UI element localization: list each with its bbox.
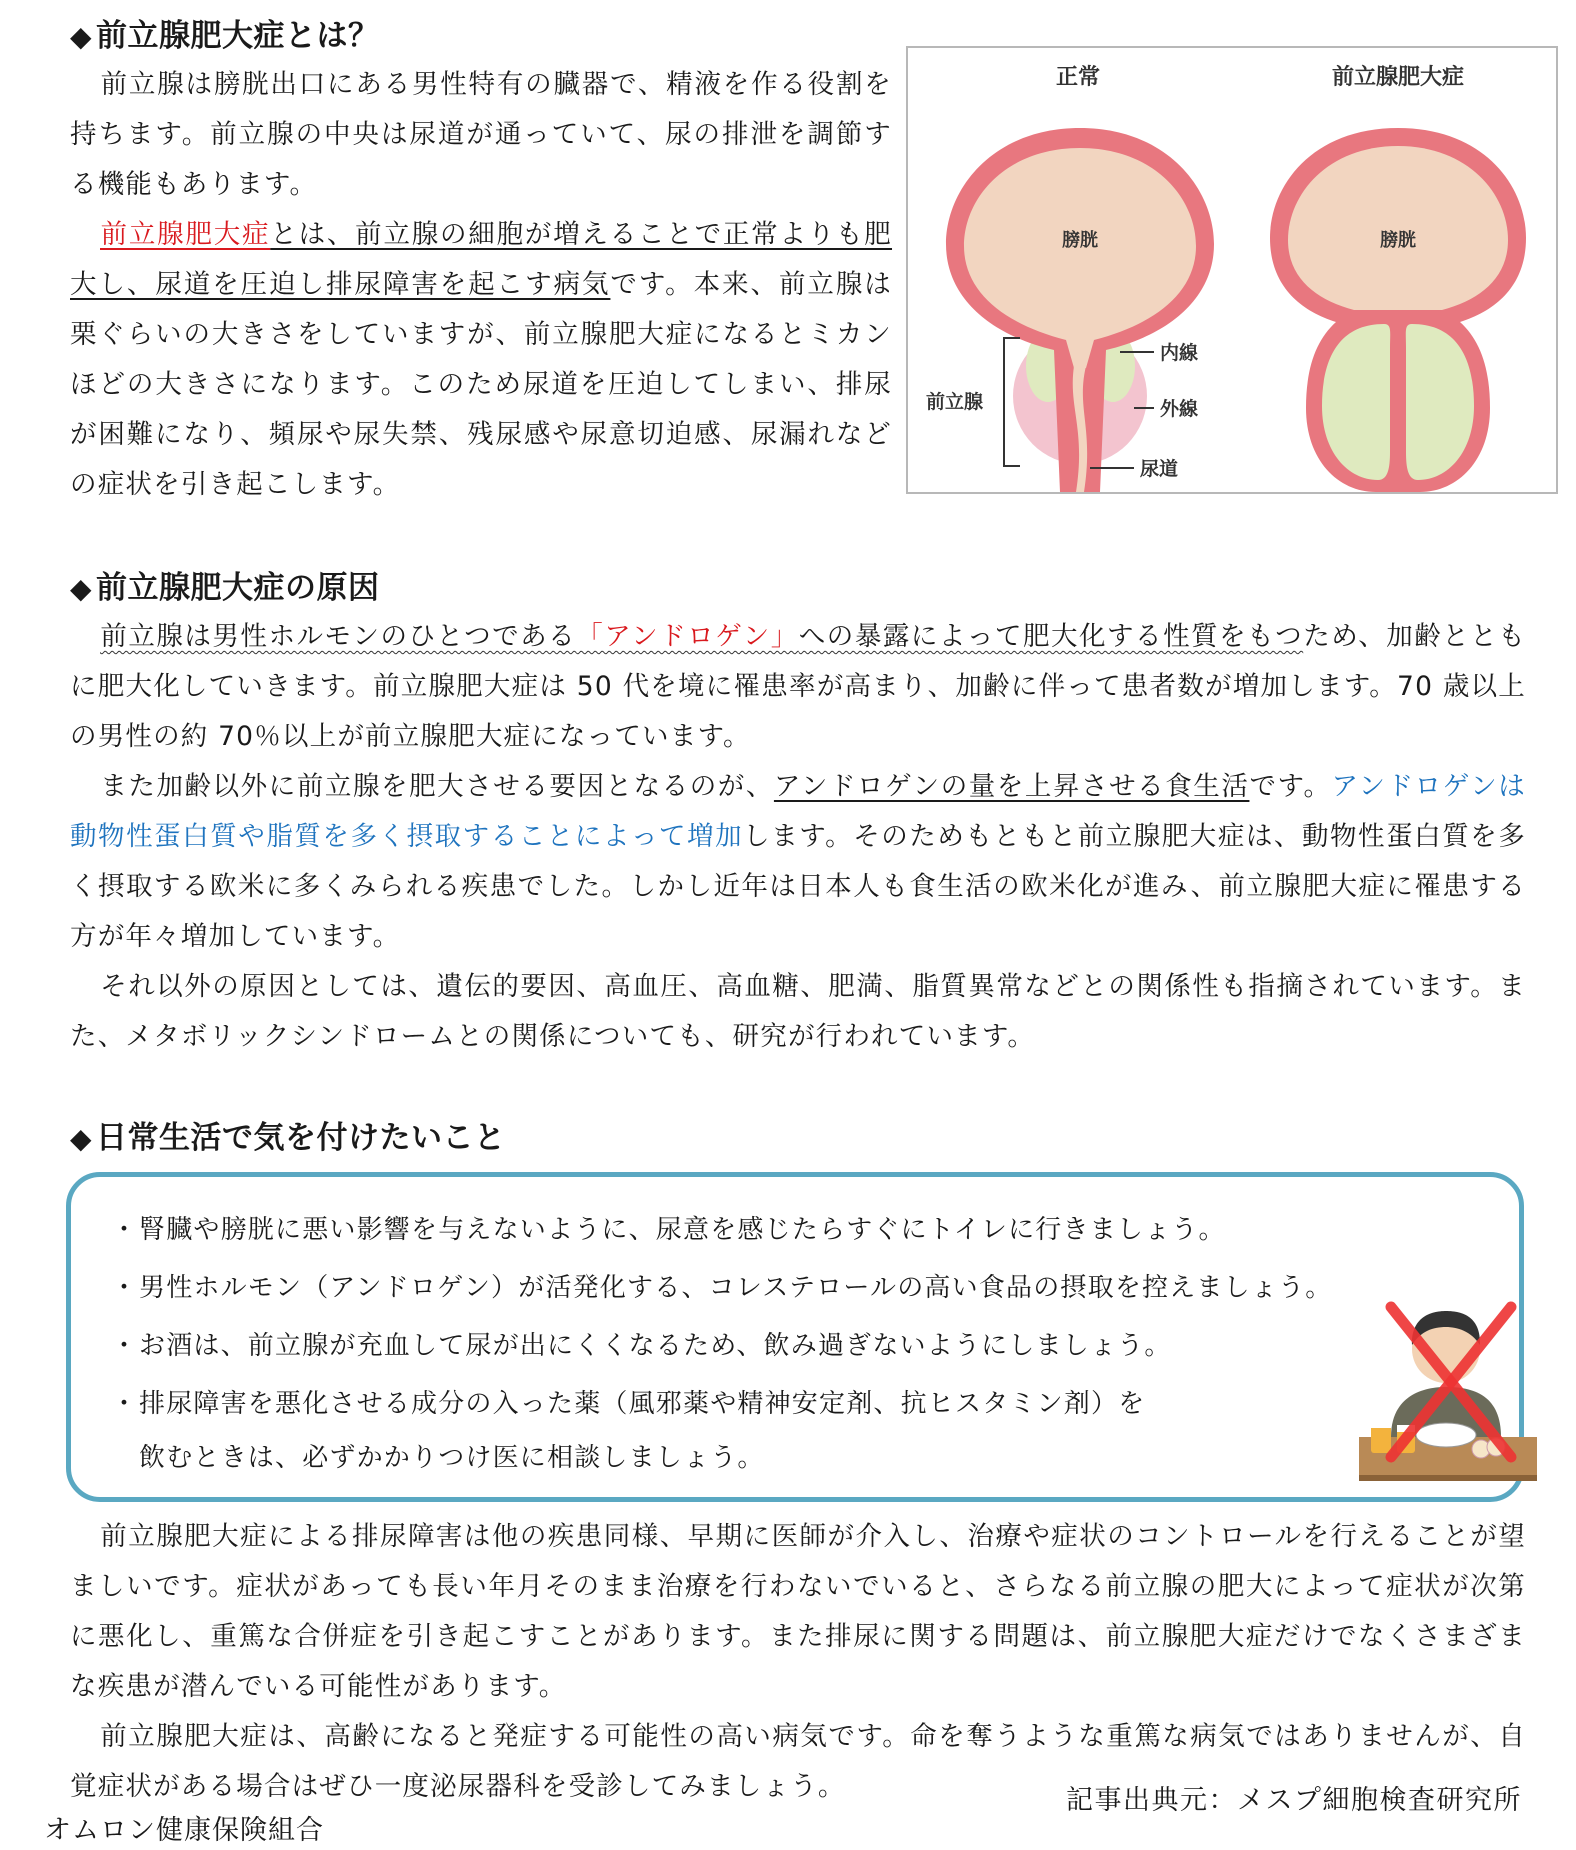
bladder-interior-normal	[964, 148, 1199, 368]
footer-organization: オムロン健康保険組合	[44, 1815, 324, 1846]
section-heading-text: 前立腺肥大症とは？	[96, 18, 380, 54]
prostate-label: 前立腺	[926, 391, 984, 413]
footer-source: 記事出典元：メスプ細胞検査研究所	[1066, 1785, 1522, 1816]
section-heading-what-is-bph	[70, 10, 380, 55]
section2-paragraph-3: それ以外の原因としては、遺伝的要因、高血圧、高血糖、肥満、脂質異常などとの関係性も指摘されています。また、メタボリックシンドロームとの関係についても、研究が行われています。	[70, 971, 1526, 1052]
beer-mug	[1371, 1425, 1391, 1453]
bladder-label-bph: 膀胱	[1380, 230, 1416, 251]
inner-label: 内線	[1160, 342, 1199, 364]
section-heading-causes	[70, 562, 380, 607]
diamond-bullet-icon: ◆	[70, 1122, 93, 1155]
tips-box	[66, 1172, 1524, 1502]
section-heading-daily-life	[70, 1112, 506, 1157]
no-overeating-illustration	[1351, 1287, 1541, 1487]
androgen-increase-note: アンドロゲンは動物性蛋白質や脂質を多く摂取することによって増加	[70, 771, 1527, 852]
diet-factor: アンドロゲンの量を上昇させる食生活	[773, 771, 1250, 802]
urethra-label: 尿道	[1140, 458, 1179, 480]
closing-paragraph-1: 前立腺肥大症による排尿障害は他の疾患同様、早期に医師が介入し、治療や症状のコントロールを行えることが望ましいです。症状があっても長い年月そのまま治療を行わないでいると、さらなる前立腺の肥大によって症状が次第に悪化し、重篤な合併症を引き起こすことがあります。また排尿に関する問題は、前立腺肥大症だけでなくさまざまな疾患が潜んでいる可能性があります。	[70, 1521, 1526, 1702]
section1-paragraph-2: 前立腺肥大症とは、前立腺の細胞が増えることで正常よりも肥大し、尿道を圧迫し排尿障害を起こす病気です。本来、前立腺は栗ぐらいの大きさをしていますが、前立腺肥大症になるとミカンほどの大きさになります。このため尿道を圧迫してしまい、排尿が困難になり、頻尿や尿失禁、残尿感や尿意切迫感、尿漏れなどの症状を引き起こします。	[70, 219, 893, 500]
section2-paragraph-1: 前立腺は男性ホルモンのひとつである「アンドロゲン」への暴露によって肥大化する性質をもつため、加齢とともに肥大化していきます。前立腺肥大症は 50 代を境に罹患率が高まり、加齢に伴って患者数が増加します。70 歳以上の男性の約 70％以上が前立腺肥大症になっています。	[70, 621, 1527, 752]
diamond-bullet-icon: ◆	[70, 572, 93, 605]
section-heading-text: 日常生活で気を付けたいこと	[96, 1120, 506, 1156]
prostate-diagram	[906, 46, 1558, 494]
rice-bowl	[1416, 1423, 1476, 1447]
outer-label: 外線	[1160, 398, 1199, 420]
section1-paragraph-1: 前立腺は膀胱出口にある男性特有の臓器で、精液を作る役割を持ちます。前立腺の中央は尿道が通っていて、尿の排泄を調節する機能もあります。	[70, 69, 892, 200]
section-heading-text: 前立腺肥大症の原因	[96, 570, 380, 606]
androgen-term: 「アンドロゲン」	[576, 621, 799, 652]
bladder-label-normal: 膀胱	[1062, 230, 1098, 251]
tip-item: ・腎臓や膀胱に悪い影響を与えないように、尿意を感じたらすぐにトイレに行きましょう。	[111, 1215, 1226, 1245]
tip-item: ・男性ホルモン（アンドロゲン）が活発化する、コレステロールの高い食品の摂取を控えましょう。	[111, 1273, 1333, 1303]
tip-item-continued: 飲むときは、必ずかかりつけ医に相談しましょう。	[139, 1443, 765, 1473]
diamond-bullet-icon: ◆	[70, 20, 93, 53]
prostate-diagram-svg	[908, 48, 1556, 492]
diagram-title-normal: 正常	[1055, 65, 1101, 90]
tip-item: ・排尿障害を悪化させる成分の入った薬（風邪薬や精神安定剤、抗ヒスタミン剤）を	[111, 1389, 1146, 1419]
tip-item: ・お酒は、前立腺が充血して尿が出にくくなるため、飲み過ぎないようにしましょう。	[111, 1331, 1172, 1361]
section2-paragraph-2: また加齢以外に前立腺を肥大させる要因となるのが、アンドロゲンの量を上昇させる食生活です。アンドロゲンは動物性蛋白質や脂質を多く摂取することによって増加します。そのためもともと前立腺肥大症は、動物性蛋白質を多く摂取する欧米に多くみられる疾患でした。しかし近年は日本人も食生活の欧米化が進み、前立腺肥大症に罹患する方が年々増加しています。	[70, 771, 1527, 952]
closing-paragraph-2: 前立腺肥大症は、高齢になると発症する可能性の高い病気です。命を奪うような重篤な病気ではありませんが、自覚症状がある場合はぜひ一度泌尿器科を受診してみましょう。	[70, 1721, 1526, 1802]
bph-definition: とは、前立腺の細胞が増えることで正常よりも肥大し、尿道を圧迫し排尿障害を起こす病気	[70, 219, 893, 300]
diagram-title-bph: 前立腺肥大症	[1331, 65, 1465, 90]
bph-term: 前立腺肥大症	[100, 219, 271, 250]
